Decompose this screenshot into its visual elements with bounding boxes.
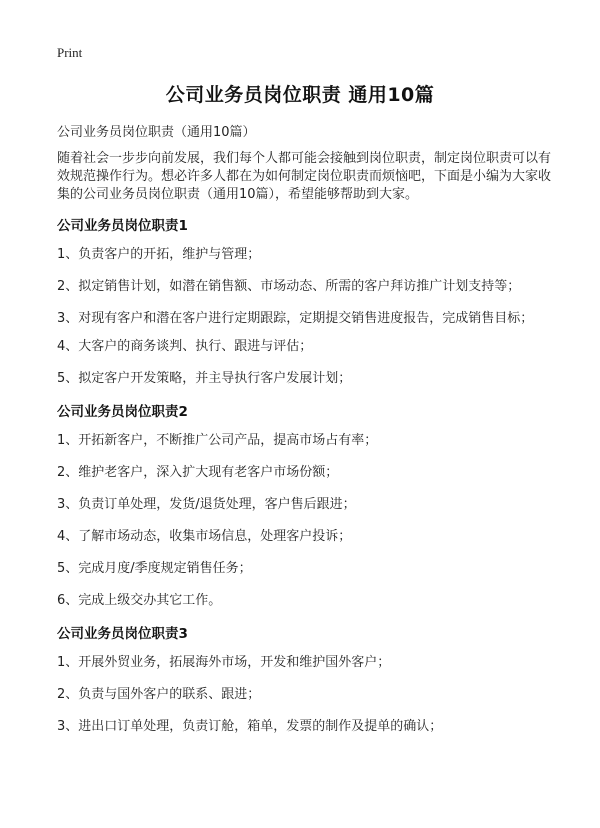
intro-paragraph: 随着社会一步步向前发展，我们每个人都可能会接触到岗位职责，制定岗位职责可以有效规范操作行为。想必许多人都在为如何制定岗位职责而烦恼吧，下面是小编为大家收集的公司业务员岗位职责（通用10篇），希望能够帮助到大家。 — [57, 151, 552, 202]
print-label: Print — [57, 45, 83, 60]
list-item: 3、进出口订单处理，负责订舱，箱单，发票的制作及提单的确认； — [57, 719, 443, 734]
section — [57, 402, 555, 610]
list-item: 2、负责与国外客户的联系、跟进； — [57, 687, 261, 702]
list-item: 5、完成月度/季度规定销售任务； — [57, 561, 252, 576]
document-title: 公司业务员岗位职责 通用10篇 — [165, 84, 435, 106]
list-item: 2、维护老客户，深入扩大现有老客户市场份额； — [57, 465, 339, 480]
section — [57, 216, 555, 388]
section-heading: 公司业务员岗位职责1 — [57, 218, 188, 234]
list-item: 4、了解市场动态，收集市场信息，处理客户投诉； — [57, 529, 352, 544]
list-item: 2、拟定销售计划，如潜在销售额、市场动态、所需的客户拜访推广计划支持等； — [57, 279, 521, 294]
list-item: 4、大客户的商务谈判、执行、跟进与评估； — [57, 339, 313, 354]
document-subtitle: 公司业务员岗位职责（通用10篇） — [57, 125, 256, 140]
section-heading: 公司业务员岗位职责2 — [57, 404, 188, 420]
list-item: 1、开拓新客户，不断推广公司产品，提高市场占有率； — [57, 433, 378, 448]
section-heading: 公司业务员岗位职责3 — [57, 626, 188, 642]
list-item: 3、负责订单处理，发货/退货处理，客户售后跟进； — [57, 497, 356, 512]
document-content — [57, 216, 555, 750]
section — [57, 624, 555, 736]
list-item: 1、开展外贸业务，拓展海外市场，开发和维护国外客户； — [57, 655, 391, 670]
list-item: 6、完成上级交办其它工作。 — [57, 593, 222, 608]
list-item: 3、对现有客户和潜在客户进行定期跟踪，定期提交销售进度报告，完成销售目标； — [57, 311, 534, 326]
list-item: 5、拟定客户开发策略，并主导执行客户发展计划； — [57, 371, 352, 386]
list-item: 1、负责客户的开拓，维护与管理； — [57, 247, 261, 262]
